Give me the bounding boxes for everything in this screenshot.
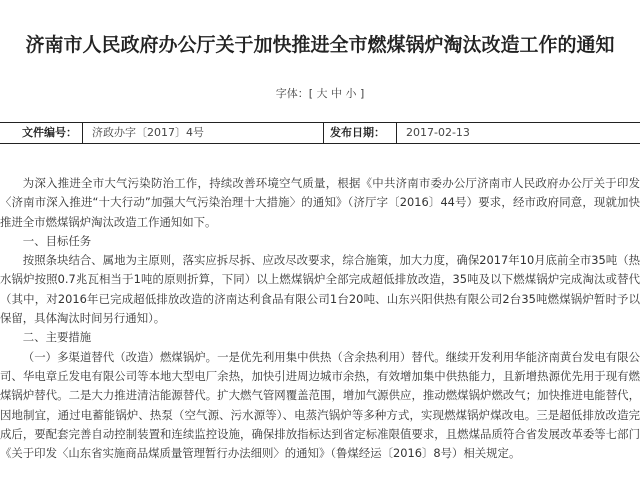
date-label: 发布日期： bbox=[330, 126, 385, 139]
meta-divider bbox=[396, 123, 397, 143]
document-meta-bar bbox=[0, 122, 640, 144]
body-paragraph: （一）多渠道替代（改造）燃煤锅炉。一是优先利用集中供热（含余热利用）替代。继续开发利用华能济南黄台发电有限公司、华电章丘发电有限公司等本地大型电厂余热，加快引进周边城市余热，有效增加集中供热能力，且新增热源优先用于现有燃煤锅炉替代。二是大力推进清洁能源替代。扩大燃气管网覆盖范围，增加气源供应，推动燃煤锅炉燃改气；加快推进电能替代，因地制宜，通过电蓄能锅炉、热泵（空气源、污水源等）、电蒸汽锅炉等多种方式，实现燃煤锅炉煤改电。三是超低排放改造完成后，要配套完善自动控制装置和连续监控设施，确保排放指标达到省定标准限值要求，且燃煤品质符合省发展改革委等七部门《关于印发〈山东省实施商品煤质量管理暂行办法细则〉的通知》（鲁煤经运〔2016〕8号）相关规定。 bbox=[0, 349, 640, 461]
doc-number-label: 文件编号： bbox=[22, 126, 77, 139]
font-large-link[interactable]: 大 bbox=[316, 87, 328, 100]
meta-divider bbox=[323, 123, 324, 143]
date-value: 2017-02-13 bbox=[406, 126, 470, 139]
font-small-link[interactable]: 小 bbox=[345, 87, 357, 100]
doc-number-value: 济政办字〔2017〕4号 bbox=[92, 126, 204, 139]
section-heading: 二、主要措施 bbox=[22, 330, 92, 345]
bracket-open: [ bbox=[308, 87, 313, 100]
section-heading: 一、目标任务 bbox=[22, 233, 92, 248]
font-size-control bbox=[0, 85, 640, 101]
body-paragraph: 为深入推进全市大气污染防治工作，持续改善环境空气质量，根据《中共济南市委办公厅济南市人民政府办公厅关于印发〈济南市深入推进“十大行动”加强大气污染治理十大措施〉的通知》（济厅字〔2016〕44号）要求，经市政府同意，现就加快推进全市燃煤锅炉淘汰改造工作通知如下。 bbox=[0, 176, 640, 229]
bracket-close: ] bbox=[360, 87, 365, 100]
body-paragraph: 按照条块结合、属地为主原则，落实应拆尽拆、应改尽改要求，综合施策，加大力度，确保2017年10月底前全市35吨（热水锅炉按照0.7兆瓦相当于1吨的原则折算，下同）以上燃煤锅炉全部完成超低排放改造，35吨及以下燃煤锅炉完成淘汰或替代（其中，对2016年已完成超低排放改造的济南达利食品有限公司1台20吨、山东兴阳供热有限公司2台35吨燃煤锅炉暂时予以保留，具体淘汰时间另行通知）。 bbox=[0, 253, 640, 326]
page-title: 济南市人民政府办公厅关于加快推进全市燃煤锅炉淘汰改造工作的通知 bbox=[25, 34, 615, 56]
document-body bbox=[0, 174, 640, 463]
font-medium-link[interactable]: 中 bbox=[331, 87, 342, 100]
font-size-label: 字体： bbox=[275, 87, 309, 100]
meta-divider bbox=[82, 123, 83, 143]
